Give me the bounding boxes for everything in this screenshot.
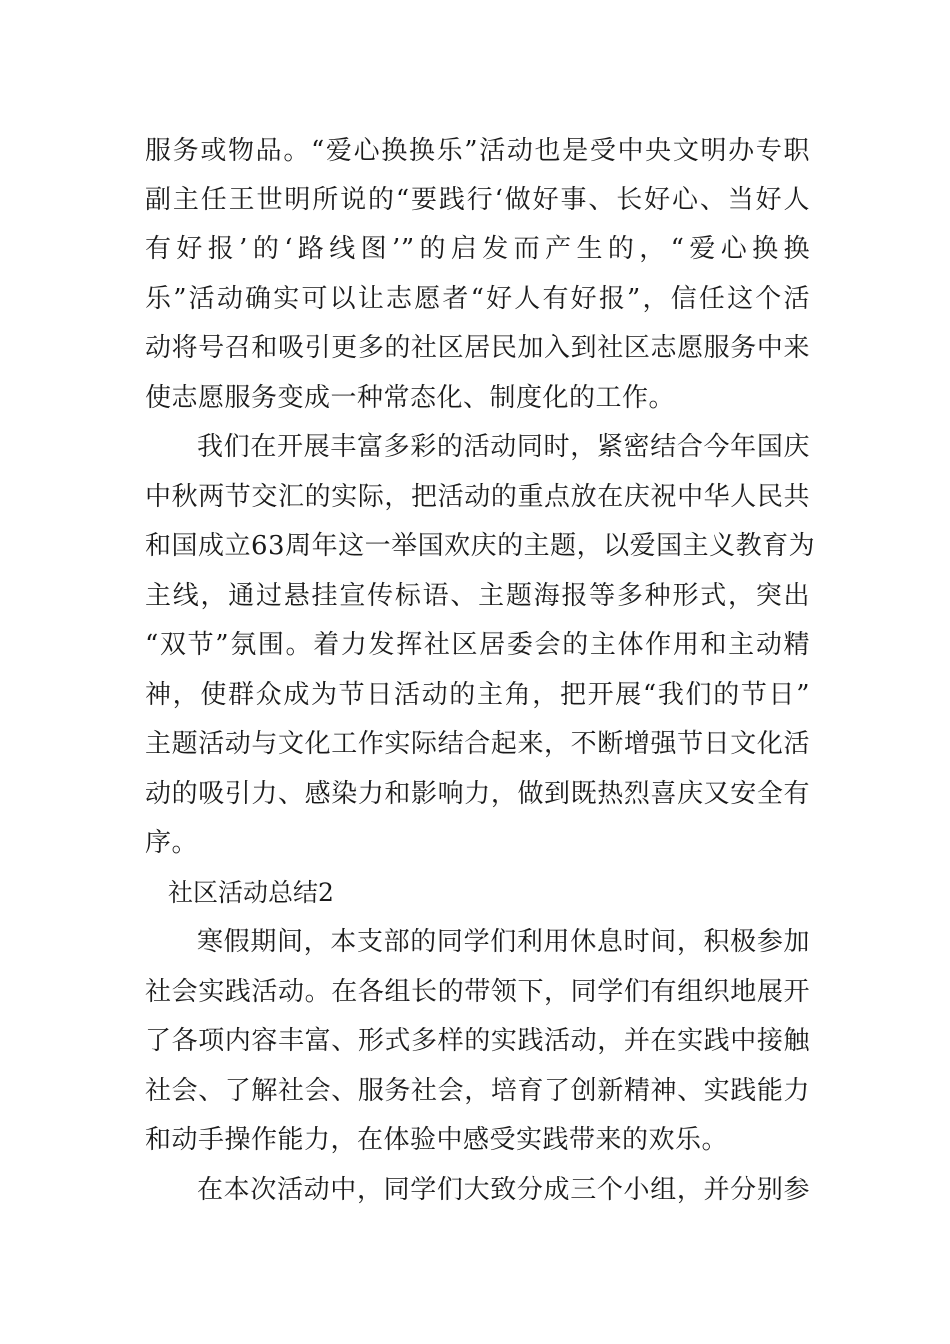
text-line: 和国成立63周年这一举国欢庆的主题，以爱国主义教育为 bbox=[145, 531, 816, 561]
text-line: “双节”氛围。着力发挥社区居委会的主体作用和主动精 bbox=[145, 630, 810, 660]
text-line: 了各项内容丰富、形式多样的实践活动，并在实践中接触 bbox=[145, 1026, 810, 1056]
text-line: 主题活动与文化工作实际结合起来，不断增强节日文化活 bbox=[145, 729, 810, 759]
text-line: 中秋两节交汇的实际，把活动的重点放在庆祝中华人民共 bbox=[145, 482, 810, 512]
text-line: 使志愿服务变成一种常态化、制度化的工作。 bbox=[145, 383, 676, 413]
text-line: 社会、了解社会、服务社会，培育了创新精神、实践能力 bbox=[145, 1076, 810, 1106]
paragraph-first-line: 我们在开展丰富多彩的活动同时，紧密结合今年国庆 bbox=[197, 432, 810, 462]
text-line: 神，使群众成为节日活动的主角，把开展“我们的节日” bbox=[145, 680, 810, 710]
text-line: 和动手操作能力，在体验中感受实践带来的欢乐。 bbox=[145, 1125, 729, 1155]
text-line: 主线，通过悬挂宣传标语、主题海报等多种形式，突出 bbox=[145, 581, 810, 611]
text-line: 动将号召和吸引更多的社区居民加入到社区志愿服务中来 bbox=[145, 333, 810, 363]
text-line: 有好报’的‘路线图’”的启发而产生的，“爱心换换 bbox=[145, 234, 810, 264]
text-line: 序。 bbox=[145, 828, 199, 858]
text-line: 服务或物品。“爱心换换乐”活动也是受中央文明办专职 bbox=[145, 136, 810, 166]
text-line: 动的吸引力、感染力和影响力，做到既热烈喜庆又安全有 bbox=[145, 779, 810, 809]
text-line: 乐”活动确实可以让志愿者“好人有好报”，信任这个活 bbox=[145, 284, 810, 314]
text-line: 副主任王世明所说的“要践行‘做好事、长好心、当好人 bbox=[145, 185, 810, 215]
paragraph-first-line: 寒假期间，本支部的同学们利用休息时间，积极参加 bbox=[197, 927, 810, 957]
section-heading: 社区活动总结2 bbox=[168, 878, 334, 907]
text-line: 社会实践活动。在各组长的带领下，同学们有组织地展开 bbox=[145, 977, 810, 1007]
paragraph-first-line: 在本次活动中，同学们大致分成三个小组，并分别参 bbox=[197, 1175, 810, 1205]
